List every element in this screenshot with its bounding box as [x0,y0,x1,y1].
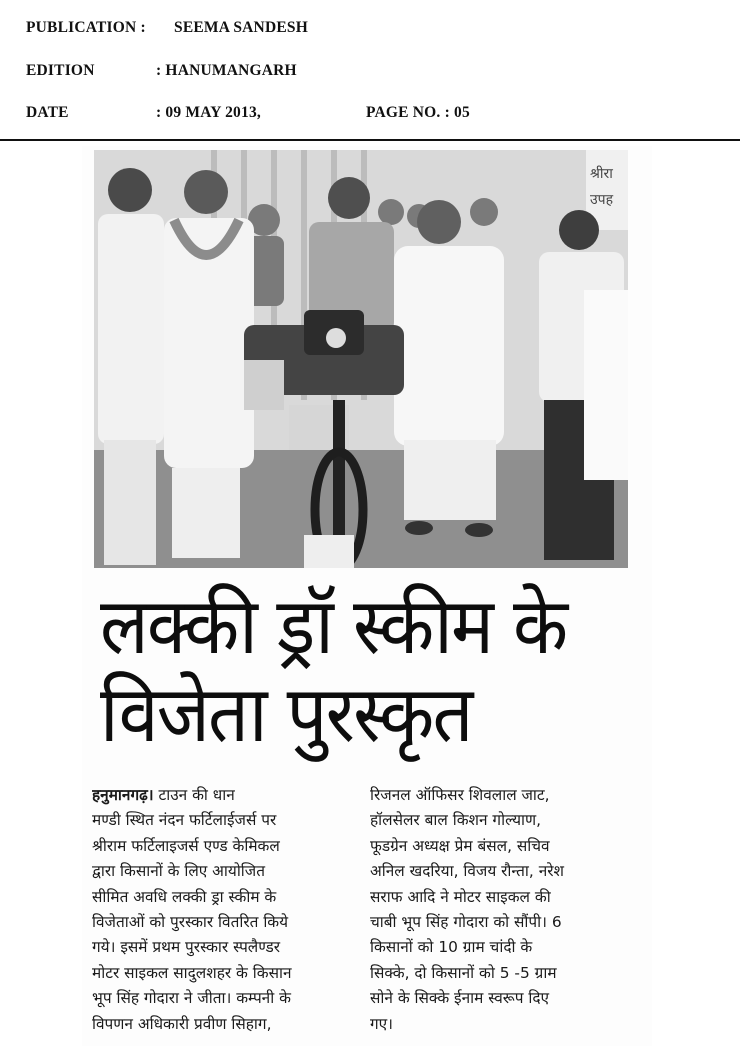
article-line: फूडग्रेन अध्यक्ष प्रेम बंसल, सचिव [370,836,550,855]
headline-line-1: लक्की ड्रॉ स्कीम के [100,582,567,672]
article-line: चाबी भूप सिंह गोदारा को सौंपी। 6 [370,913,562,932]
article-line: हनुमानगढ़। टाउन की धान [92,786,235,804]
photo-illustration [94,150,628,568]
article-line: मोटर साइकल सादुलशहर के किसान [92,963,292,982]
article-line: अनिल खदरिया, विजय रौन्ता, नरेश [370,862,565,881]
article-line: हॉलसेलर बाल किशन गोल्याण, [370,811,542,830]
header-divider [0,139,740,141]
article-line: सिक्के, दो किसानों को 5 -5 ग्राम [370,963,557,982]
news-photo [94,150,628,568]
page-number: PAGE NO. : 05 [366,104,470,121]
article-column-left [92,783,364,1037]
article-line: सीमित अवधि लक्की ड्रा स्कीम के [92,887,277,906]
date-value: : 09 MAY 2013, [156,104,261,121]
date-row [26,104,470,122]
article-line: मण्डी स्थित नंदन फर्टिलाईजर्स पर [92,811,277,830]
edition-row [26,62,297,80]
article-line: गए। [370,1014,394,1033]
article-line: सोने के सिक्के ईनाम स्वरूप दिए [370,989,550,1008]
date-label: DATE [26,104,69,121]
article-line: द्वारा किसानों के लिए आयोजित [92,862,265,881]
article-line: गये। इसमें प्रथम पुरस्कार स्पलैण्डर [92,938,281,957]
banner-text-2: उपह [590,192,614,208]
article-line: विपणन अधिकारी प्रवीण सिहाग, [92,1014,272,1033]
headline-line-2: विजेता पुरस्कृत [100,670,472,760]
article-line: किसानों को 10 ग्राम चांदी के [370,938,533,957]
article-line: विजेताओं को पुरस्कार वितरित किये [92,913,289,932]
publication-row [26,19,308,37]
person-left [98,168,164,565]
article-line: श्रीराम फर्टिलाइजर्स एण्ड केमिकल [92,836,280,855]
publication-value: SEEMA SANDESH [174,19,308,36]
person-kurta [394,200,504,537]
publication-label: PUBLICATION : [26,19,146,36]
banner-text-1: श्रीरा [590,166,613,182]
edition-value: : HANUMANGARH [156,62,297,79]
article-line: सराफ आदि ने मोटर साइकल की [370,887,551,906]
article-line: रिजनल ऑफिसर शिवलाल जाट, [370,786,550,804]
edition-label: EDITION [26,62,95,79]
article-line: भूप सिंह गोदारा ने जीता। कम्पनी के [92,989,291,1008]
article-dateline: हनुमानगढ़। [92,786,154,804]
article-column-right [370,783,642,1037]
